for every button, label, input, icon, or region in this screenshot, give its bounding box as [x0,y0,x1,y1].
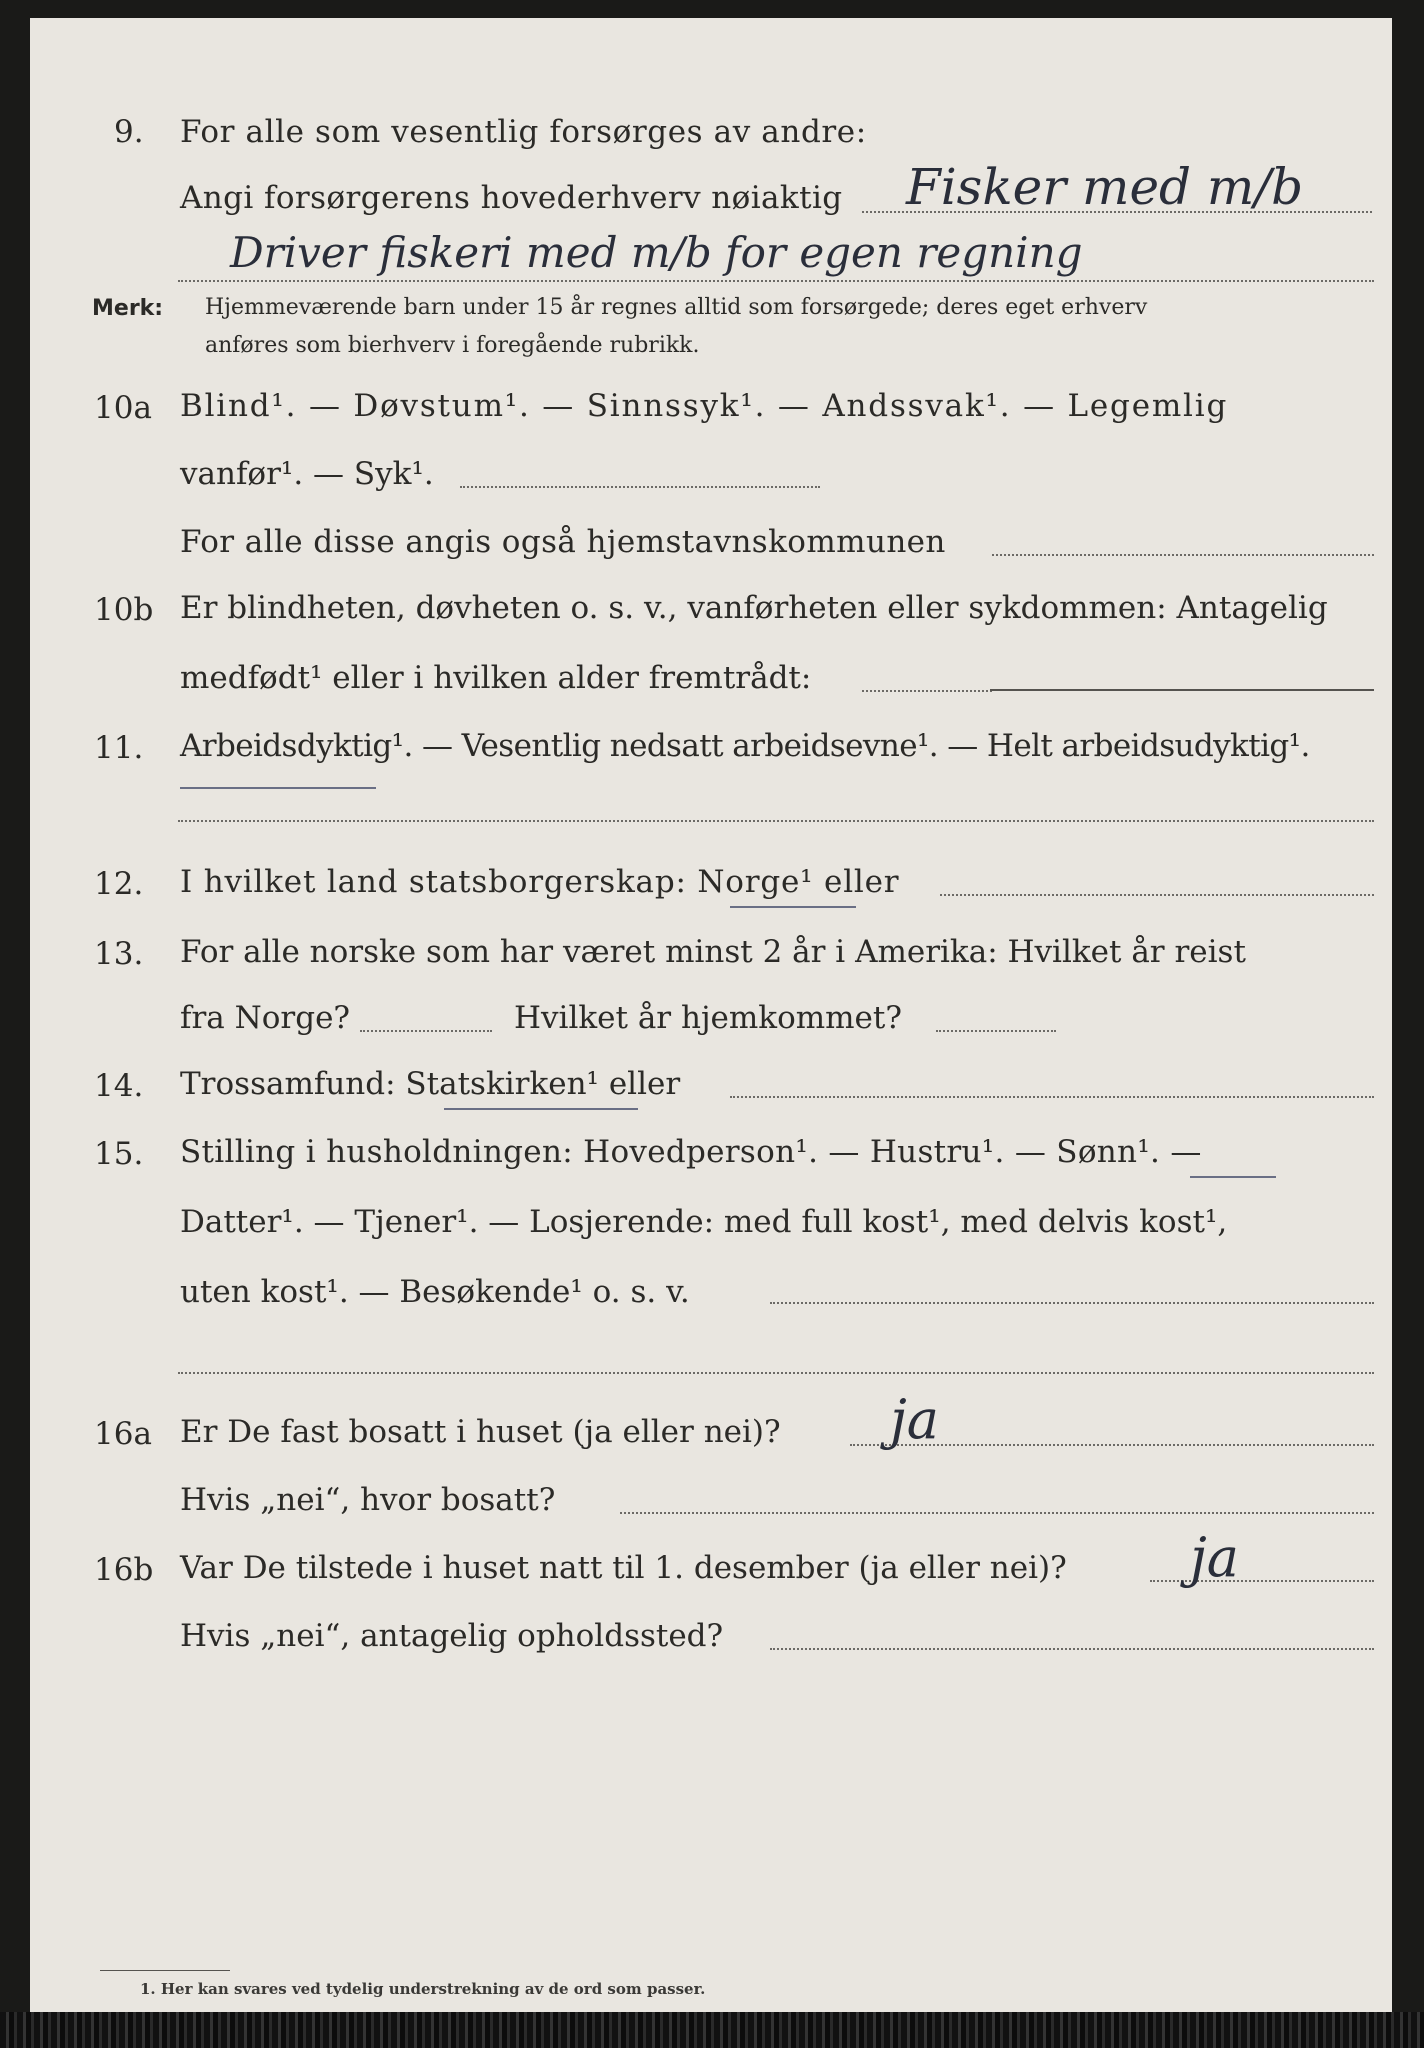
q10a-number: 10a [94,390,152,426]
q16a-answer-line2 [620,1512,1374,1514]
q11-number: 11. [94,730,144,766]
scan-edge-strip [0,2012,1424,2048]
q16b-line2: Hvis „nei“, antagelig opholdssted? [180,1618,724,1654]
q13-line1: For alle norske som har været minst 2 år i Amerika: Hvilket år reist [180,934,1246,970]
merk-line1: Hjemmeværende barn under 15 år regnes alltid som forsørgede; deres eget erhverv [205,295,1148,320]
q9-handwritten-occupation: Fisker med m/b [906,158,1304,216]
q16a-number: 16a [94,1416,152,1452]
q9-line2: Angi forsørgerens hovederhverv nøiaktig [180,180,843,216]
q13-line2a: fra Norge? [180,1000,351,1036]
q12-number: 12. [94,866,144,902]
q16a-line2: Hvis „nei“, hvor bosatt? [180,1482,556,1518]
q16b-answer-line1 [1150,1580,1374,1582]
q11-line1: Arbeidsdyktig¹. — Vesentlig nedsatt arbeidsevne¹. — Helt arbeidsudyktig¹. [180,728,1310,764]
q13-answer-reist [360,1030,492,1032]
q10a-line2: vanfør¹. — Syk¹. [180,456,434,492]
q16b-answer-line2 [770,1648,1374,1650]
q14-answer-line [730,1096,1374,1098]
q15-answer-line1 [770,1302,1374,1304]
census-form-page [30,18,1392,2012]
q11-answer-line [178,820,1374,822]
q9-answer-line2 [178,280,1374,282]
q9-number: 9. [114,114,144,150]
q15-line2: Datter¹. — Tjener¹. — Losjerende: med full kost¹, med delvis kost¹, [180,1204,1228,1240]
q16b-handwritten-answer: ja [1190,1526,1239,1589]
q15-underline-sonn [1190,1176,1276,1178]
q10b-answer-dots [862,690,992,692]
q13-number: 13. [94,936,144,972]
q11-underline-arbeidsdyktig [180,787,376,789]
q16b-number: 16b [94,1552,154,1588]
q10b-line2: medfødt¹ eller i hvilken alder fremtrådt: [180,660,812,696]
q15-answer-line2 [178,1372,1374,1374]
q10a-answer-line2 [992,554,1374,556]
merk-line2: anføres som bierhverv i foregående rubrikk. [205,333,700,358]
q14-line1: Trossamfund: Statskirken¹ eller [180,1066,681,1102]
q14-number: 14. [94,1068,144,1104]
footnote-rule [100,1970,230,1971]
q14-underline-statskirken [444,1108,638,1110]
q13-line2b: Hvilket år hjemkommet? [514,1000,902,1036]
footnote-text: 1. Her kan svares ved tydelig understrekning av de ord som passer. [140,1980,706,1998]
q9-handwritten-details: Driver fiskeri med m/b for egen regning [230,228,1083,277]
q13-answer-hjemkommet [936,1030,1056,1032]
q16a-line1: Er De fast bosatt i huset (ja eller nei)? [180,1414,781,1450]
q10a-line1: Blind¹. — Døvstum¹. — Sinnssyk¹. — Andssvak¹. — Legemlig [180,388,1229,424]
q15-line1: Stilling i husholdningen: Hovedperson¹. — Hustru¹. — Sønn¹. — [180,1134,1202,1170]
q9-line1: For alle som vesentlig forsørges av andre: [180,114,867,150]
q12-underline-norge [730,906,856,908]
q12-answer-line [940,894,1374,896]
q16b-line1: Var De tilstede i huset natt til 1. desember (ja eller nei)? [180,1550,1067,1586]
q10b-line1: Er blindheten, døvheten o. s. v., vanførheten eller sykdommen: Antagelig [180,590,1328,626]
q16a-handwritten-answer: ja [890,1388,939,1451]
q10b-answer-line [990,689,1374,691]
q10b-number: 10b [94,592,154,628]
merk-label: Merk: [92,296,164,321]
q15-number: 15. [94,1136,144,1172]
q12-line1: I hvilket land statsborgerskap: Norge¹ eller [180,864,900,900]
q10a-line3: For alle disse angis også hjemstavnskommunen [180,524,946,560]
q10a-answer-line1 [460,486,820,488]
q15-line3: uten kost¹. — Besøkende¹ o. s. v. [180,1274,690,1310]
